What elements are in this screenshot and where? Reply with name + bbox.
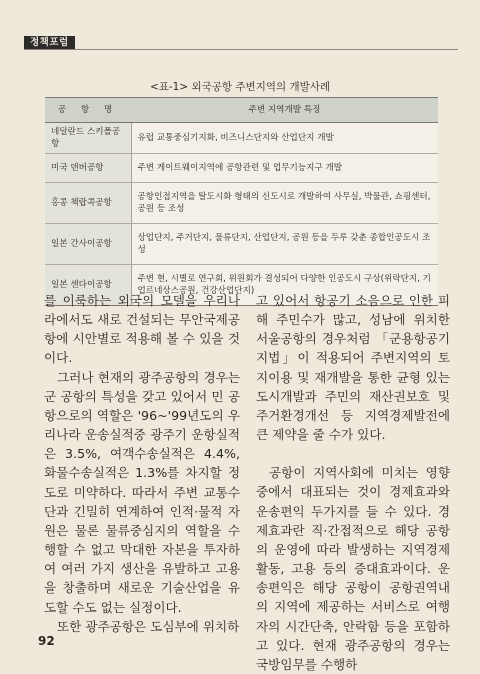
table-row bbox=[45, 154, 438, 183]
table-header-features: 주변 지역개발 특징 bbox=[131, 98, 438, 123]
airport-name: 일본 간사이공항 bbox=[45, 224, 131, 265]
body-paragraph: 그러나 현재의 광주공항의 경우는 군 공항의 특성을 갖고 있어서 민 공항으로의 역할은 '96~'99년도의 우리나라 운송실적중 광주기 운항실적은 3.5%, 여객수송실적은 4.4%, 화물수송실적은 1.3%를 차지할 정도로 미약하다. 따라서 주변 교통수단과 긴밀히 연계하여 인적·물적 자원은 물론 물류중심지의 역할을 수행할 수 없고 막대한 자본을 투자하여 여러 가지 생산을 유발하고 고용을 창출하며 새로운 기술산업을 유도할 수도 없는 실정이다. bbox=[44, 369, 240, 615]
body-column-left bbox=[44, 291, 240, 636]
airport-name: 홍콩 첵랍콕공항 bbox=[45, 183, 131, 224]
body-paragraph: 또한 광주공항은 도심부에 위치하 bbox=[57, 618, 240, 634]
development-features: 주변 현, 시별로 연구회, 위원회가 결성되어 다양한 인공도시 구상(위락단지, 기업르네상스공원, 건강산업단지) bbox=[131, 265, 438, 306]
body-column-right bbox=[256, 291, 450, 674]
development-features: 주변 게이트웨이지역에 공항관련 및 업무기능지구 개발 bbox=[131, 154, 438, 183]
body-paragraph: 공항이 지역사회에 미치는 영향 중에서 대표되는 것이 경제효과와 운송편익 두가지를 들 수 있다. 경제효과란 직·간접적으로 해당 공항의 운영에 따라 발생하는 지역경제활동, 고용 등의 증대효과이다. 운송편익은 해당 공항이 공항권역내의 지역에 제공하는 서비스로 여행자의 시간단축, 안락함 등을 포함하고 있다. 현재 광주공항의 경우는 국방임무를 수행하 bbox=[256, 465, 450, 672]
airport-name: 미국 덴버공항 bbox=[45, 154, 131, 183]
table-header-airport: 공 항 명 bbox=[45, 98, 131, 123]
body-paragraph: 고 있어서 항공기 소음으로 인한 피해 주민수가 많고, 성남에 위치한 서울공항의 경우처럼 「군용항공기지법」이 적용되어 주변지역의 토지이용 및 재개발을 통한 균형 있는 도시개발과 주민의 재산권보호 및 주거환경개선 등 지역경제발전에 큰 제약을 줄 수가 있다. bbox=[256, 293, 450, 443]
development-features: 유럽 교통중심기지화, 비즈니스단지와 산업단지 개발 bbox=[131, 123, 438, 154]
airport-development-table bbox=[45, 97, 438, 306]
page-number: 92 bbox=[38, 634, 55, 648]
table-title: <표-1> 외국공항 주변지역의 개발사례 bbox=[149, 81, 331, 93]
development-features: 공항인접지역을 탈도시화 형태의 신도시로 개발하여 사무실, 박물관, 쇼핑센터, 공원 등 조성 bbox=[131, 183, 438, 224]
section-label: 정책포럼 bbox=[24, 36, 75, 50]
body-paragraph: 를 이룩하는 외국의 모델을 우리나라에서도 새로 건설되는 무안국제공항에 시안별로 적용해 볼 수 있을 것이다. bbox=[44, 293, 240, 366]
header-divider bbox=[24, 49, 458, 50]
table-row bbox=[45, 224, 438, 265]
airport-name: 일본 센다이공항 bbox=[45, 265, 131, 306]
table-row bbox=[45, 123, 438, 154]
development-features: 상업단지, 주거단지, 물류단지, 산업단지, 공원 등을 두루 갖춘 종합인공도시 조성 bbox=[131, 224, 438, 265]
airport-name: 네덜란드 스키폴공항 bbox=[45, 123, 131, 154]
table-row bbox=[45, 183, 438, 224]
